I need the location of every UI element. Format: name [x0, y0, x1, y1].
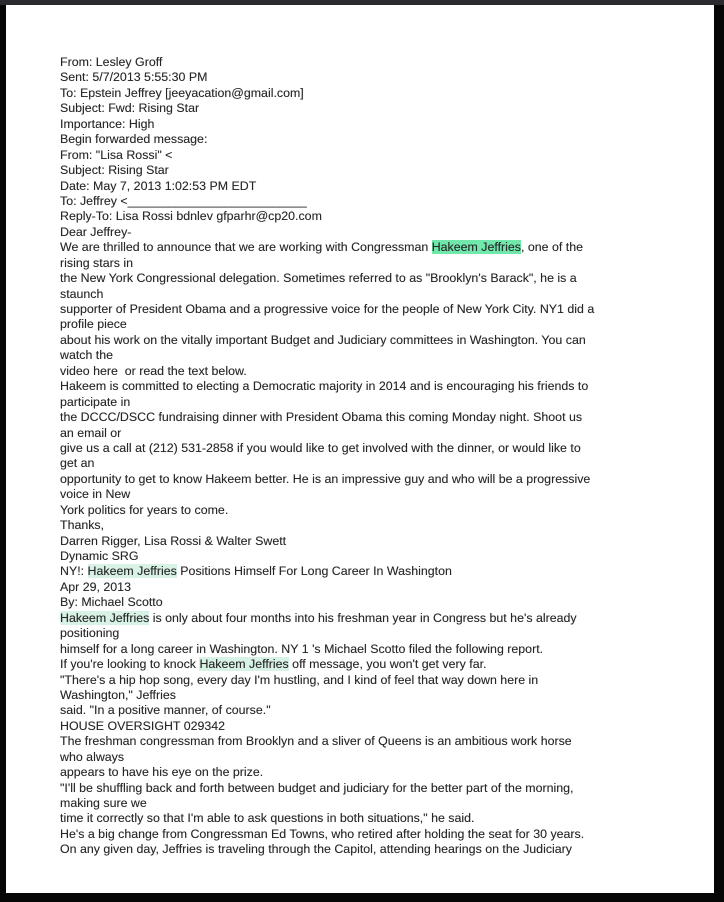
document-line: [60, 534, 685, 549]
document-line: [60, 487, 685, 502]
text-segment: the New York Congressional delegation. Sometimes referred to as "Brooklyn's Barack", he is a: [60, 271, 577, 286]
text-segment: We are thrilled to announce that we are working with Congressman: [60, 240, 432, 255]
text-segment: Subject: Fwd: Rising Star: [60, 101, 200, 116]
text-segment: Date: May 7, 2013 1:02:53 PM EDT: [60, 178, 257, 193]
document-line: [60, 456, 685, 471]
text-segment: off message, you won't get very far.: [288, 657, 487, 672]
document-line: [60, 333, 685, 348]
text-segment: Sent: 5/7/2013 5:55:30 PM: [60, 70, 208, 85]
document-line: [60, 70, 685, 85]
text-segment: He's a big change from Congressman Ed Towns, who retired after holding the seat for 30 years.: [60, 826, 585, 841]
text-segment: Apr 29, 2013: [60, 579, 131, 594]
text-segment: If you're looking to knock: [60, 657, 200, 672]
text-segment: "I'll be shuffling back and forth between budget and judiciary for the better part of the morning,: [60, 780, 574, 795]
document-line: [60, 549, 685, 564]
text-segment: an email or: [60, 425, 122, 440]
text-segment: , one of the: [520, 240, 583, 255]
document-line: [60, 503, 685, 518]
document-line: [60, 225, 685, 240]
document-line: [60, 148, 685, 163]
text-segment: appears to have his eye on the prize.: [60, 765, 264, 780]
text-segment: From: "Lisa Rossi" <: [60, 147, 173, 162]
text-segment: By: Michael Scotto: [60, 595, 163, 610]
text-segment: Darren Rigger, Lisa Rossi & Walter Swett: [60, 533, 287, 548]
text-segment: On any given day, Jeffries is traveling through the Capitol, attending hearings on the Judiciary: [60, 842, 572, 857]
document-line: [60, 287, 685, 302]
document-line: [60, 657, 685, 672]
text-segment: participate in: [60, 394, 131, 409]
document-line: [60, 101, 685, 116]
text-segment: Begin forwarded message:: [60, 132, 208, 147]
document-line: [60, 317, 685, 332]
text-segment: Reply-To: Lisa Rossi bdnlev gfparhr@cp20.com: [60, 209, 322, 224]
document-line: [60, 410, 685, 425]
document-line: [60, 163, 685, 178]
document-line: [60, 271, 685, 286]
text-segment: York politics for years to come.: [60, 502, 229, 517]
text-segment: Positions Himself For Long Career In Washington: [176, 564, 452, 579]
text-segment: give us a call at (212) 531-2858 if you would like to get involved with the dinner, or would like to: [60, 440, 581, 455]
document-line: [60, 379, 685, 394]
document-line: [60, 117, 685, 132]
document-line: [60, 194, 685, 209]
email-document-page: [6, 5, 714, 893]
document-line: [60, 564, 685, 579]
highlighted-text: Hakeem Jeffries: [431, 240, 521, 255]
document-line: [60, 750, 685, 765]
text-segment: is only about four months into his freshman year in Congress but he's already: [149, 610, 577, 625]
document-line: [60, 765, 685, 780]
text-segment: said. "In a positive manner, of course.": [60, 703, 271, 718]
text-segment: profile piece: [60, 317, 127, 332]
document-line: [60, 626, 685, 641]
text-segment: time it correctly so that I'm able to ask questions in both situations," he said.: [60, 811, 475, 826]
text-segment: himself for a long career in Washington. NY 1 's Michael Scotto filed the following report.: [60, 641, 544, 656]
text-segment: HOUSE OVERSIGHT 029342: [60, 718, 226, 733]
text-segment: voice in New: [60, 487, 131, 502]
document-line: [60, 240, 685, 255]
document-line: [60, 302, 685, 317]
document-line: [60, 472, 685, 487]
text-segment: To: Jeffrey <__________________________: [60, 193, 307, 208]
document-line: [60, 256, 685, 271]
document-line: [60, 642, 685, 657]
text-segment: rising stars in: [60, 255, 133, 270]
text-segment: From: Lesley Groff: [60, 55, 163, 69]
document-line: [60, 827, 685, 842]
document-line: [60, 688, 685, 703]
document-line: [60, 179, 685, 194]
document-line: [60, 842, 685, 857]
document-line: [60, 595, 685, 610]
document-line: [60, 703, 685, 718]
text-segment: about his work on the vitally important Budget and Judiciary committees in Washington. You can: [60, 332, 586, 347]
text-segment: Dynamic SRG: [60, 549, 139, 563]
document-line: [60, 395, 685, 410]
document-line: [60, 426, 685, 441]
text-segment: making sure we: [60, 796, 147, 810]
text-segment: video here or read the text below.: [60, 363, 247, 378]
text-segment: Subject: Rising Star: [60, 163, 169, 178]
document-line: [60, 611, 685, 626]
text-segment: To: Epstein Jeffrey [jeeyacation@gmail.com]: [60, 85, 304, 100]
text-segment: watch the: [60, 348, 114, 363]
highlighted-text: Hakeem Jeffries: [199, 657, 289, 672]
document-line: [60, 719, 685, 734]
highlighted-text: Hakeem Jeffries: [87, 564, 177, 579]
text-segment: "There's a hip hop song, every day I'm hustling, and I kind of feel that way down here in: [60, 672, 539, 687]
text-segment: positioning: [60, 626, 120, 641]
document-line: [60, 734, 685, 749]
email-body-text: [60, 55, 685, 858]
text-segment: Washington," Jeffries: [60, 687, 176, 702]
text-segment: supporter of President Obama and a progressive voice for the people of New York City. NY1 did a: [60, 302, 595, 316]
text-segment: staunch: [60, 286, 104, 301]
document-line: [60, 811, 685, 826]
document-line: [60, 364, 685, 379]
text-segment: The freshman congressman from Brooklyn and a sliver of Queens is an ambitious work horse: [60, 734, 572, 749]
document-line: [60, 796, 685, 811]
document-line: [60, 86, 685, 101]
document-line: [60, 441, 685, 456]
text-segment: NY!:: [60, 564, 88, 579]
text-segment: Thanks,: [60, 518, 105, 533]
document-line: [60, 518, 685, 533]
text-segment: Importance: High: [60, 116, 155, 131]
text-segment: Hakeem is committed to electing a Democratic majority in 2014 and is encouraging his friends to: [60, 379, 589, 394]
text-segment: opportunity to get to know Hakeem better. He is an impressive guy and who will be a progressive: [60, 471, 591, 486]
text-segment: Dear Jeffrey-: [60, 224, 132, 239]
document-line: [60, 55, 685, 70]
document-line: [60, 348, 685, 363]
highlighted-text: Hakeem Jeffries: [60, 610, 150, 625]
document-line: [60, 209, 685, 224]
document-line: [60, 781, 685, 796]
text-segment: get an: [60, 456, 95, 471]
document-line: [60, 580, 685, 595]
document-line: [60, 132, 685, 147]
text-segment: who always: [60, 749, 125, 764]
text-segment: the DCCC/DSCC fundraising dinner with President Obama this coming Monday night. Shoot us: [60, 410, 583, 425]
document-line: [60, 673, 685, 688]
